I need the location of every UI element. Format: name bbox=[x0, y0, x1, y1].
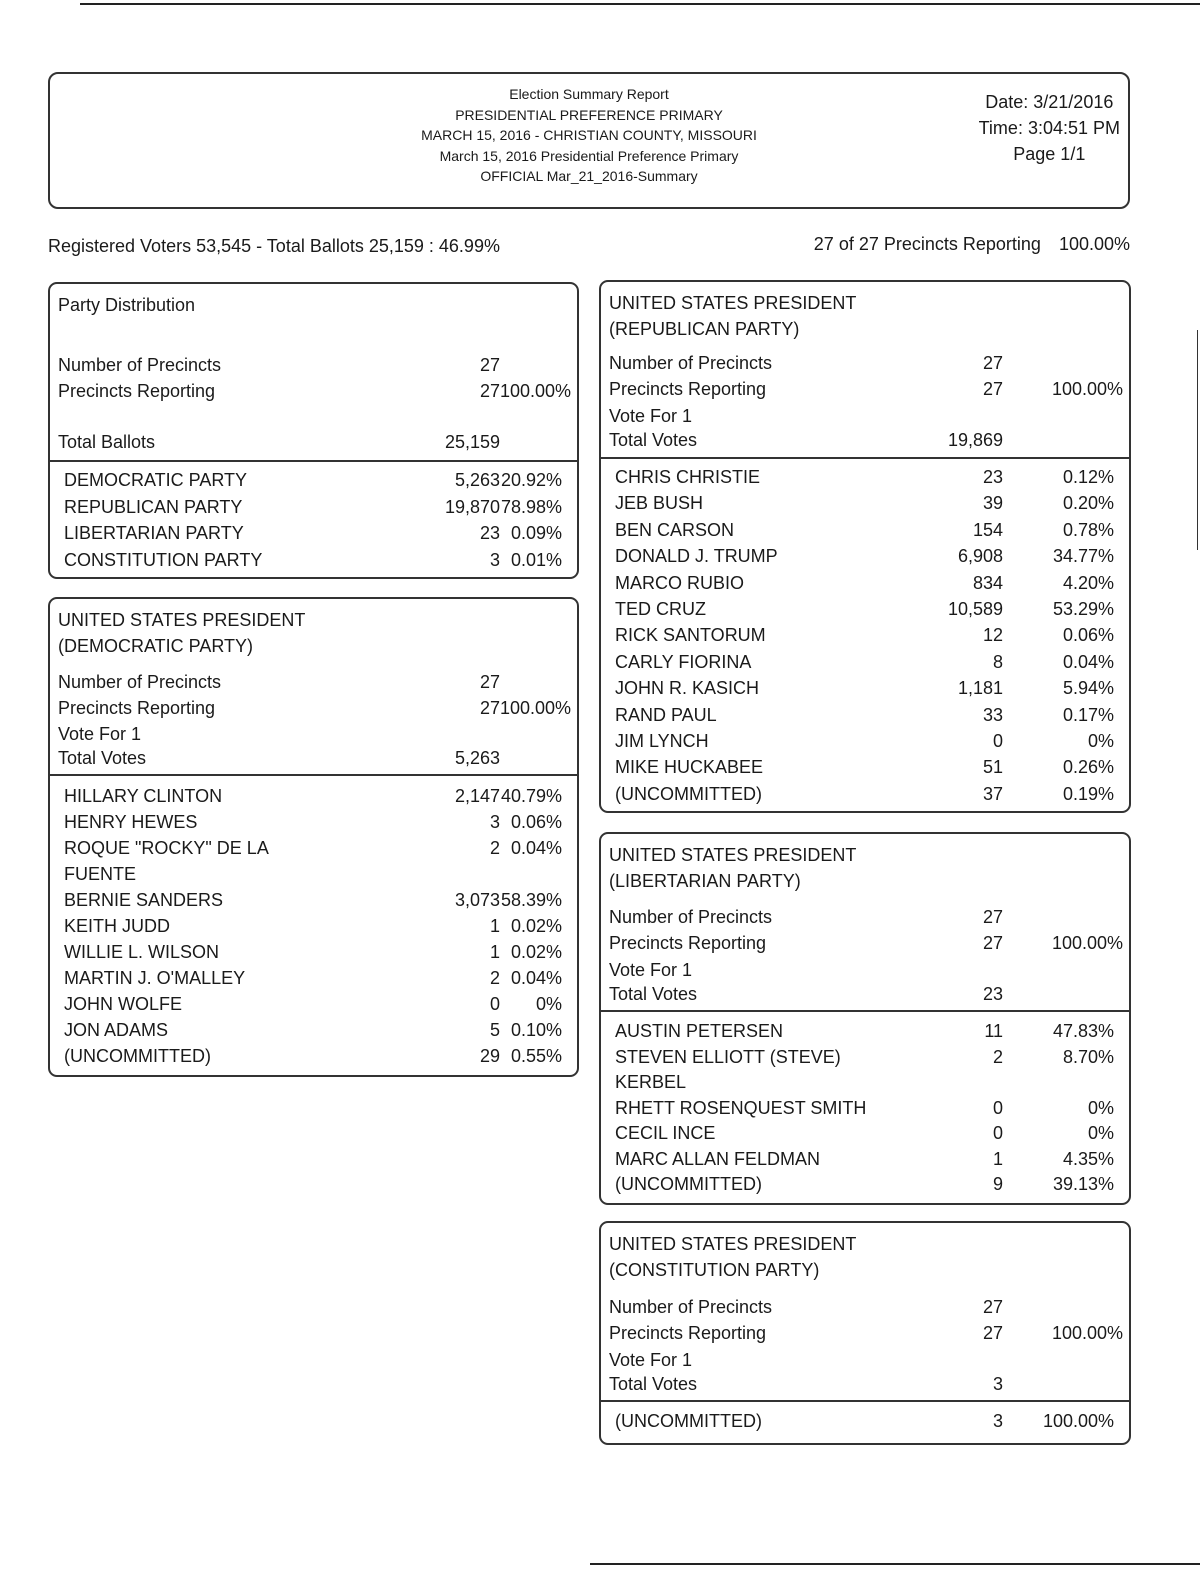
candidate-name: (UNCOMMITTED) bbox=[615, 783, 762, 804]
candidate-name: BEN CARSON bbox=[615, 519, 735, 540]
candidate-name-continued: FUENTE bbox=[64, 864, 136, 884]
stat-row bbox=[601, 981, 1129, 1007]
candidate-name: (UNCOMMITTED) bbox=[615, 1411, 762, 1431]
divider bbox=[601, 1400, 1129, 1402]
stat-row bbox=[50, 352, 577, 378]
result-row bbox=[50, 913, 577, 939]
stat-pct: 100.00% bbox=[499, 381, 571, 401]
vote-percent: 39.13% bbox=[1052, 1174, 1114, 1194]
precincts-reporting-pct: 100.00% bbox=[1058, 234, 1130, 254]
vote-count: 19,870 bbox=[444, 496, 500, 517]
vote-count: 1 bbox=[489, 916, 500, 936]
result-row bbox=[601, 1146, 1129, 1172]
contest-party: (CONSTITUTION PARTY) bbox=[609, 1260, 820, 1280]
result-row bbox=[50, 965, 577, 991]
stat-pct: 100.00% bbox=[499, 698, 571, 718]
result-row bbox=[50, 1017, 577, 1043]
candidate-name-continued: KERBEL bbox=[615, 1072, 687, 1092]
stat-label: Number of Precincts bbox=[609, 907, 773, 927]
vote-percent: 0.06% bbox=[510, 812, 562, 832]
candidate-name: CONSTITUTION PARTY bbox=[64, 549, 263, 570]
vote-count: 2 bbox=[992, 1046, 1003, 1067]
contest-title: UNITED STATES PRESIDENT bbox=[609, 1234, 857, 1254]
vote-count: 1,181 bbox=[957, 678, 1003, 699]
vote-count: 0 bbox=[992, 1123, 1003, 1143]
stat-label: Number of Precincts bbox=[609, 353, 773, 373]
result-row bbox=[601, 702, 1129, 728]
stat-row bbox=[601, 930, 1129, 956]
stat-pct: 100.00% bbox=[1051, 933, 1123, 953]
contest-title: UNITED STATES PRESIDENT bbox=[58, 610, 306, 630]
report-date: Date: 3/21/2016 bbox=[985, 92, 1114, 112]
vote-count: 23 bbox=[982, 467, 1003, 487]
stat-row bbox=[601, 1294, 1129, 1320]
result-row bbox=[50, 1043, 577, 1069]
vote-count: 2 bbox=[489, 838, 500, 858]
candidate-name: (UNCOMMITTED) bbox=[64, 1046, 211, 1066]
precincts-reporting-text: 27 of 27 Precincts Reporting bbox=[813, 234, 1041, 254]
vote-percent: 0% bbox=[1087, 731, 1114, 751]
stat-row bbox=[601, 403, 1129, 429]
vote-count: 1 bbox=[489, 942, 500, 962]
stat-label: Precincts Reporting bbox=[609, 379, 767, 399]
stat-label: Precincts Reporting bbox=[609, 1323, 767, 1343]
result-row bbox=[601, 781, 1129, 807]
candidate-name: BERNIE SANDERS bbox=[64, 890, 224, 910]
stat-value: 27 bbox=[982, 379, 1003, 399]
vote-count: 29 bbox=[479, 1046, 500, 1066]
stat-row bbox=[601, 904, 1129, 930]
stat-row bbox=[50, 429, 577, 455]
vote-percent: 0% bbox=[535, 994, 562, 1014]
vote-count: 5 bbox=[489, 1020, 500, 1040]
stat-value: 27 bbox=[479, 355, 500, 375]
vote-count: 0 bbox=[992, 731, 1003, 751]
result-row bbox=[601, 543, 1129, 569]
vote-percent: 8.70% bbox=[1062, 1046, 1114, 1067]
box-title bbox=[609, 842, 856, 894]
vote-percent: 100.00% bbox=[1042, 1411, 1114, 1431]
stat-label: Precincts Reporting bbox=[58, 698, 216, 718]
vote-percent: 0.01% bbox=[510, 549, 562, 570]
stat-value: 5,263 bbox=[454, 748, 500, 768]
candidate-name: AUSTIN PETERSEN bbox=[615, 1021, 784, 1041]
result-row bbox=[601, 596, 1129, 622]
vote-count: 3 bbox=[489, 812, 500, 832]
stat-label: Total Votes bbox=[609, 984, 698, 1004]
vote-percent: 0.10% bbox=[510, 1020, 562, 1040]
candidate-name: ROQUE "ROCKY" DE LA bbox=[64, 838, 269, 858]
contest-party: (REPUBLICAN PARTY) bbox=[609, 319, 800, 339]
candidate-name: CHRIS CHRISTIE bbox=[615, 467, 761, 487]
vote-percent: 0% bbox=[1087, 1123, 1114, 1143]
vote-percent: 0.02% bbox=[510, 916, 562, 936]
stat-value: 27 bbox=[479, 672, 500, 692]
vote-count: 37 bbox=[982, 783, 1003, 804]
vote-count: 23 bbox=[479, 523, 500, 543]
top-edge-rule bbox=[80, 3, 1200, 5]
right-edge-rule bbox=[1197, 330, 1198, 550]
vote-percent: 20.92% bbox=[500, 470, 562, 490]
result-row bbox=[601, 1018, 1129, 1044]
candidate-name: DEMOCRATIC PARTY bbox=[64, 470, 248, 490]
divider bbox=[601, 457, 1129, 459]
candidate-name: HILLARY CLINTON bbox=[64, 786, 223, 806]
vote-for: Vote For 1 bbox=[609, 1350, 693, 1370]
stat-value: 19,869 bbox=[947, 430, 1003, 450]
candidate-name: MARCO RUBIO bbox=[615, 572, 745, 593]
candidate-name: TED CRUZ bbox=[615, 599, 706, 619]
libertarian-president-box bbox=[599, 832, 1131, 1205]
candidate-name: MARC ALLAN FELDMAN bbox=[615, 1148, 821, 1169]
vote-count: 2 bbox=[489, 968, 500, 988]
stat-label: Total Votes bbox=[609, 430, 698, 450]
result-row bbox=[50, 547, 577, 573]
vote-count: 8 bbox=[992, 651, 1003, 672]
report-time: Time: 3:04:51 PM bbox=[978, 118, 1120, 138]
vote-count: 3 bbox=[992, 1411, 1003, 1431]
vote-percent: 47.83% bbox=[1052, 1021, 1114, 1041]
candidate-name: MIKE HUCKABEE bbox=[615, 757, 764, 778]
candidate-name: JEB BUSH bbox=[615, 493, 704, 514]
result-row bbox=[601, 490, 1129, 516]
box-title: Party Distribution bbox=[58, 295, 196, 315]
candidate-name: (UNCOMMITTED) bbox=[615, 1174, 762, 1194]
party-distribution-box bbox=[48, 282, 579, 579]
constitution-president-box bbox=[599, 1221, 1131, 1445]
vote-percent: 0.55% bbox=[510, 1046, 562, 1066]
vote-count: 154 bbox=[972, 519, 1003, 540]
result-row bbox=[601, 1044, 1129, 1070]
stat-row bbox=[601, 1320, 1129, 1346]
stat-value: 27 bbox=[479, 698, 500, 718]
divider bbox=[50, 460, 577, 462]
stat-row bbox=[601, 1347, 1129, 1373]
stat-row bbox=[50, 745, 577, 771]
candidate-name: CARLY FIORINA bbox=[615, 651, 752, 672]
vote-percent: 0.04% bbox=[1062, 651, 1114, 672]
vote-percent: 0.02% bbox=[510, 942, 562, 962]
box-title bbox=[609, 1231, 856, 1283]
stat-label: Total Ballots bbox=[58, 432, 156, 452]
stat-label: Number of Precincts bbox=[58, 672, 222, 692]
vote-percent: 0.09% bbox=[510, 523, 562, 543]
result-row bbox=[601, 1120, 1129, 1146]
vote-percent: 0.20% bbox=[1062, 493, 1114, 514]
stat-value: 27 bbox=[982, 1323, 1003, 1343]
stat-pct: 100.00% bbox=[1051, 379, 1123, 399]
stat-row bbox=[50, 669, 577, 695]
result-row bbox=[601, 675, 1129, 701]
vote-count: 3 bbox=[489, 549, 500, 570]
report-title-block bbox=[50, 84, 1128, 187]
result-row bbox=[50, 991, 577, 1017]
stat-row bbox=[50, 695, 577, 721]
candidate-name: STEVEN ELLIOTT (STEVE) bbox=[615, 1046, 841, 1067]
vote-count: 39 bbox=[982, 493, 1003, 514]
precincts-reporting-summary bbox=[814, 234, 1130, 255]
candidate-name: KEITH JUDD bbox=[64, 916, 171, 936]
vote-count: 0 bbox=[992, 1097, 1003, 1118]
vote-count: 51 bbox=[982, 757, 1003, 778]
candidate-name: CECIL INCE bbox=[615, 1123, 716, 1143]
stat-value: 27 bbox=[982, 1297, 1003, 1317]
result-row bbox=[50, 835, 577, 861]
vote-percent: 0.12% bbox=[1062, 467, 1114, 487]
vote-count: 12 bbox=[982, 625, 1003, 646]
result-row bbox=[601, 728, 1129, 754]
stat-label: Total Votes bbox=[58, 748, 147, 768]
stat-value: 27 bbox=[982, 907, 1003, 927]
result-row bbox=[601, 754, 1129, 780]
box-title bbox=[609, 290, 856, 342]
election-county: MARCH 15, 2016 - CHRISTIAN COUNTY, MISSOURI bbox=[421, 127, 757, 143]
report-status: OFFICIAL Mar_21_2016-Summary bbox=[480, 168, 698, 184]
vote-percent: 0.04% bbox=[510, 838, 562, 858]
stat-row bbox=[601, 350, 1129, 376]
vote-percent: 58.39% bbox=[500, 890, 562, 910]
result-row bbox=[601, 649, 1129, 675]
contest-title: UNITED STATES PRESIDENT bbox=[609, 845, 857, 865]
vote-percent: 40.79% bbox=[500, 786, 562, 806]
report-meta bbox=[979, 89, 1120, 167]
candidate-name: RAND PAUL bbox=[615, 704, 717, 725]
vote-for: Vote For 1 bbox=[609, 960, 693, 980]
box-title bbox=[58, 607, 305, 659]
result-row bbox=[601, 517, 1129, 543]
result-row bbox=[50, 467, 577, 493]
result-row-continued bbox=[50, 861, 577, 887]
candidate-name: RHETT ROSENQUEST SMITH bbox=[615, 1097, 867, 1118]
stat-label: Number of Precincts bbox=[58, 355, 222, 375]
result-row bbox=[601, 1408, 1129, 1434]
vote-percent: 0.78% bbox=[1062, 519, 1114, 540]
republican-president-box bbox=[599, 280, 1131, 813]
stat-value: 27 bbox=[982, 933, 1003, 953]
vote-percent: 0.06% bbox=[1062, 625, 1114, 646]
stat-value: 3 bbox=[992, 1374, 1003, 1394]
stat-label: Precincts Reporting bbox=[58, 381, 216, 401]
vote-count: 834 bbox=[972, 572, 1003, 593]
result-row-continued bbox=[601, 1069, 1129, 1095]
stat-row bbox=[601, 957, 1129, 983]
candidate-name: RICK SANTORUM bbox=[615, 625, 766, 646]
result-row bbox=[50, 494, 577, 520]
registered-voters-summary: Registered Voters 53,545 - Total Ballots 25,159 : 46.99% bbox=[48, 236, 500, 256]
vote-count: 6,908 bbox=[957, 546, 1003, 567]
page-number: Page 1/1 bbox=[1013, 144, 1086, 164]
stat-row bbox=[601, 376, 1129, 402]
candidate-name: MARTIN J. O'MALLEY bbox=[64, 968, 246, 988]
divider bbox=[50, 774, 577, 776]
result-row bbox=[50, 887, 577, 913]
vote-count: 9 bbox=[992, 1174, 1003, 1194]
stat-row bbox=[50, 721, 577, 747]
result-row bbox=[601, 622, 1129, 648]
divider bbox=[601, 1010, 1129, 1012]
candidate-name: JON ADAMS bbox=[64, 1020, 169, 1040]
stat-value: 27 bbox=[479, 381, 500, 401]
vote-count: 1 bbox=[992, 1148, 1003, 1169]
candidate-name: JOHN WOLFE bbox=[64, 994, 183, 1014]
stat-row bbox=[50, 378, 577, 404]
vote-percent: 53.29% bbox=[1052, 599, 1114, 619]
vote-percent: 0% bbox=[1087, 1097, 1114, 1118]
stat-row bbox=[601, 427, 1129, 453]
result-row bbox=[601, 570, 1129, 596]
result-row bbox=[601, 464, 1129, 490]
vote-count: 2,147 bbox=[454, 786, 500, 806]
vote-count: 5,263 bbox=[454, 470, 500, 490]
vote-count: 0 bbox=[489, 994, 500, 1014]
contest-party: (DEMOCRATIC PARTY) bbox=[58, 636, 254, 656]
democratic-president-box bbox=[48, 597, 579, 1077]
contest-title: UNITED STATES PRESIDENT bbox=[609, 293, 857, 313]
vote-for: Vote For 1 bbox=[58, 724, 142, 744]
stat-label: Number of Precincts bbox=[609, 1297, 773, 1317]
candidate-name: JIM LYNCH bbox=[615, 731, 709, 751]
bottom-edge-rule bbox=[590, 1563, 1200, 1565]
result-row bbox=[50, 783, 577, 809]
report-header bbox=[48, 72, 1130, 209]
candidate-name: WILLIE L. WILSON bbox=[64, 942, 220, 962]
stat-value: 25,159 bbox=[444, 432, 500, 452]
stat-value: 27 bbox=[982, 353, 1003, 373]
result-row bbox=[50, 809, 577, 835]
candidate-name: LIBERTARIAN PARTY bbox=[64, 523, 244, 543]
vote-percent: 4.20% bbox=[1062, 572, 1114, 593]
result-row bbox=[50, 520, 577, 546]
vote-percent: 4.35% bbox=[1062, 1148, 1114, 1169]
vote-percent: 0.17% bbox=[1062, 704, 1114, 725]
vote-percent: 0.19% bbox=[1062, 783, 1114, 804]
election-name: PRESIDENTIAL PREFERENCE PRIMARY bbox=[455, 106, 723, 123]
stat-label: Total Votes bbox=[609, 1374, 698, 1394]
result-row bbox=[50, 939, 577, 965]
stat-pct: 100.00% bbox=[1051, 1323, 1123, 1343]
result-row bbox=[601, 1171, 1129, 1197]
vote-percent: 78.98% bbox=[500, 496, 562, 517]
vote-count: 10,589 bbox=[947, 599, 1003, 619]
candidate-name: JOHN R. KASICH bbox=[615, 678, 760, 699]
report-title: Election Summary Report bbox=[509, 86, 669, 102]
candidate-name: HENRY HEWES bbox=[64, 812, 198, 832]
vote-percent: 0.04% bbox=[510, 968, 562, 988]
vote-percent: 5.94% bbox=[1062, 678, 1114, 699]
candidate-name: REPUBLICAN PARTY bbox=[64, 496, 243, 517]
result-row bbox=[601, 1095, 1129, 1121]
stat-label: Precincts Reporting bbox=[609, 933, 767, 953]
stat-value: 23 bbox=[982, 984, 1003, 1004]
candidate-name: DONALD J. TRUMP bbox=[615, 546, 778, 567]
vote-for: Vote For 1 bbox=[609, 406, 693, 426]
stat-row bbox=[601, 1371, 1129, 1397]
vote-percent: 34.77% bbox=[1052, 546, 1114, 567]
vote-count: 33 bbox=[982, 704, 1003, 725]
vote-count: 11 bbox=[984, 1021, 1003, 1041]
vote-count: 3,073 bbox=[454, 890, 500, 910]
vote-percent: 0.26% bbox=[1062, 757, 1114, 778]
contest-party: (LIBERTARIAN PARTY) bbox=[609, 871, 801, 891]
election-description: March 15, 2016 Presidential Preference Primary bbox=[439, 147, 739, 164]
